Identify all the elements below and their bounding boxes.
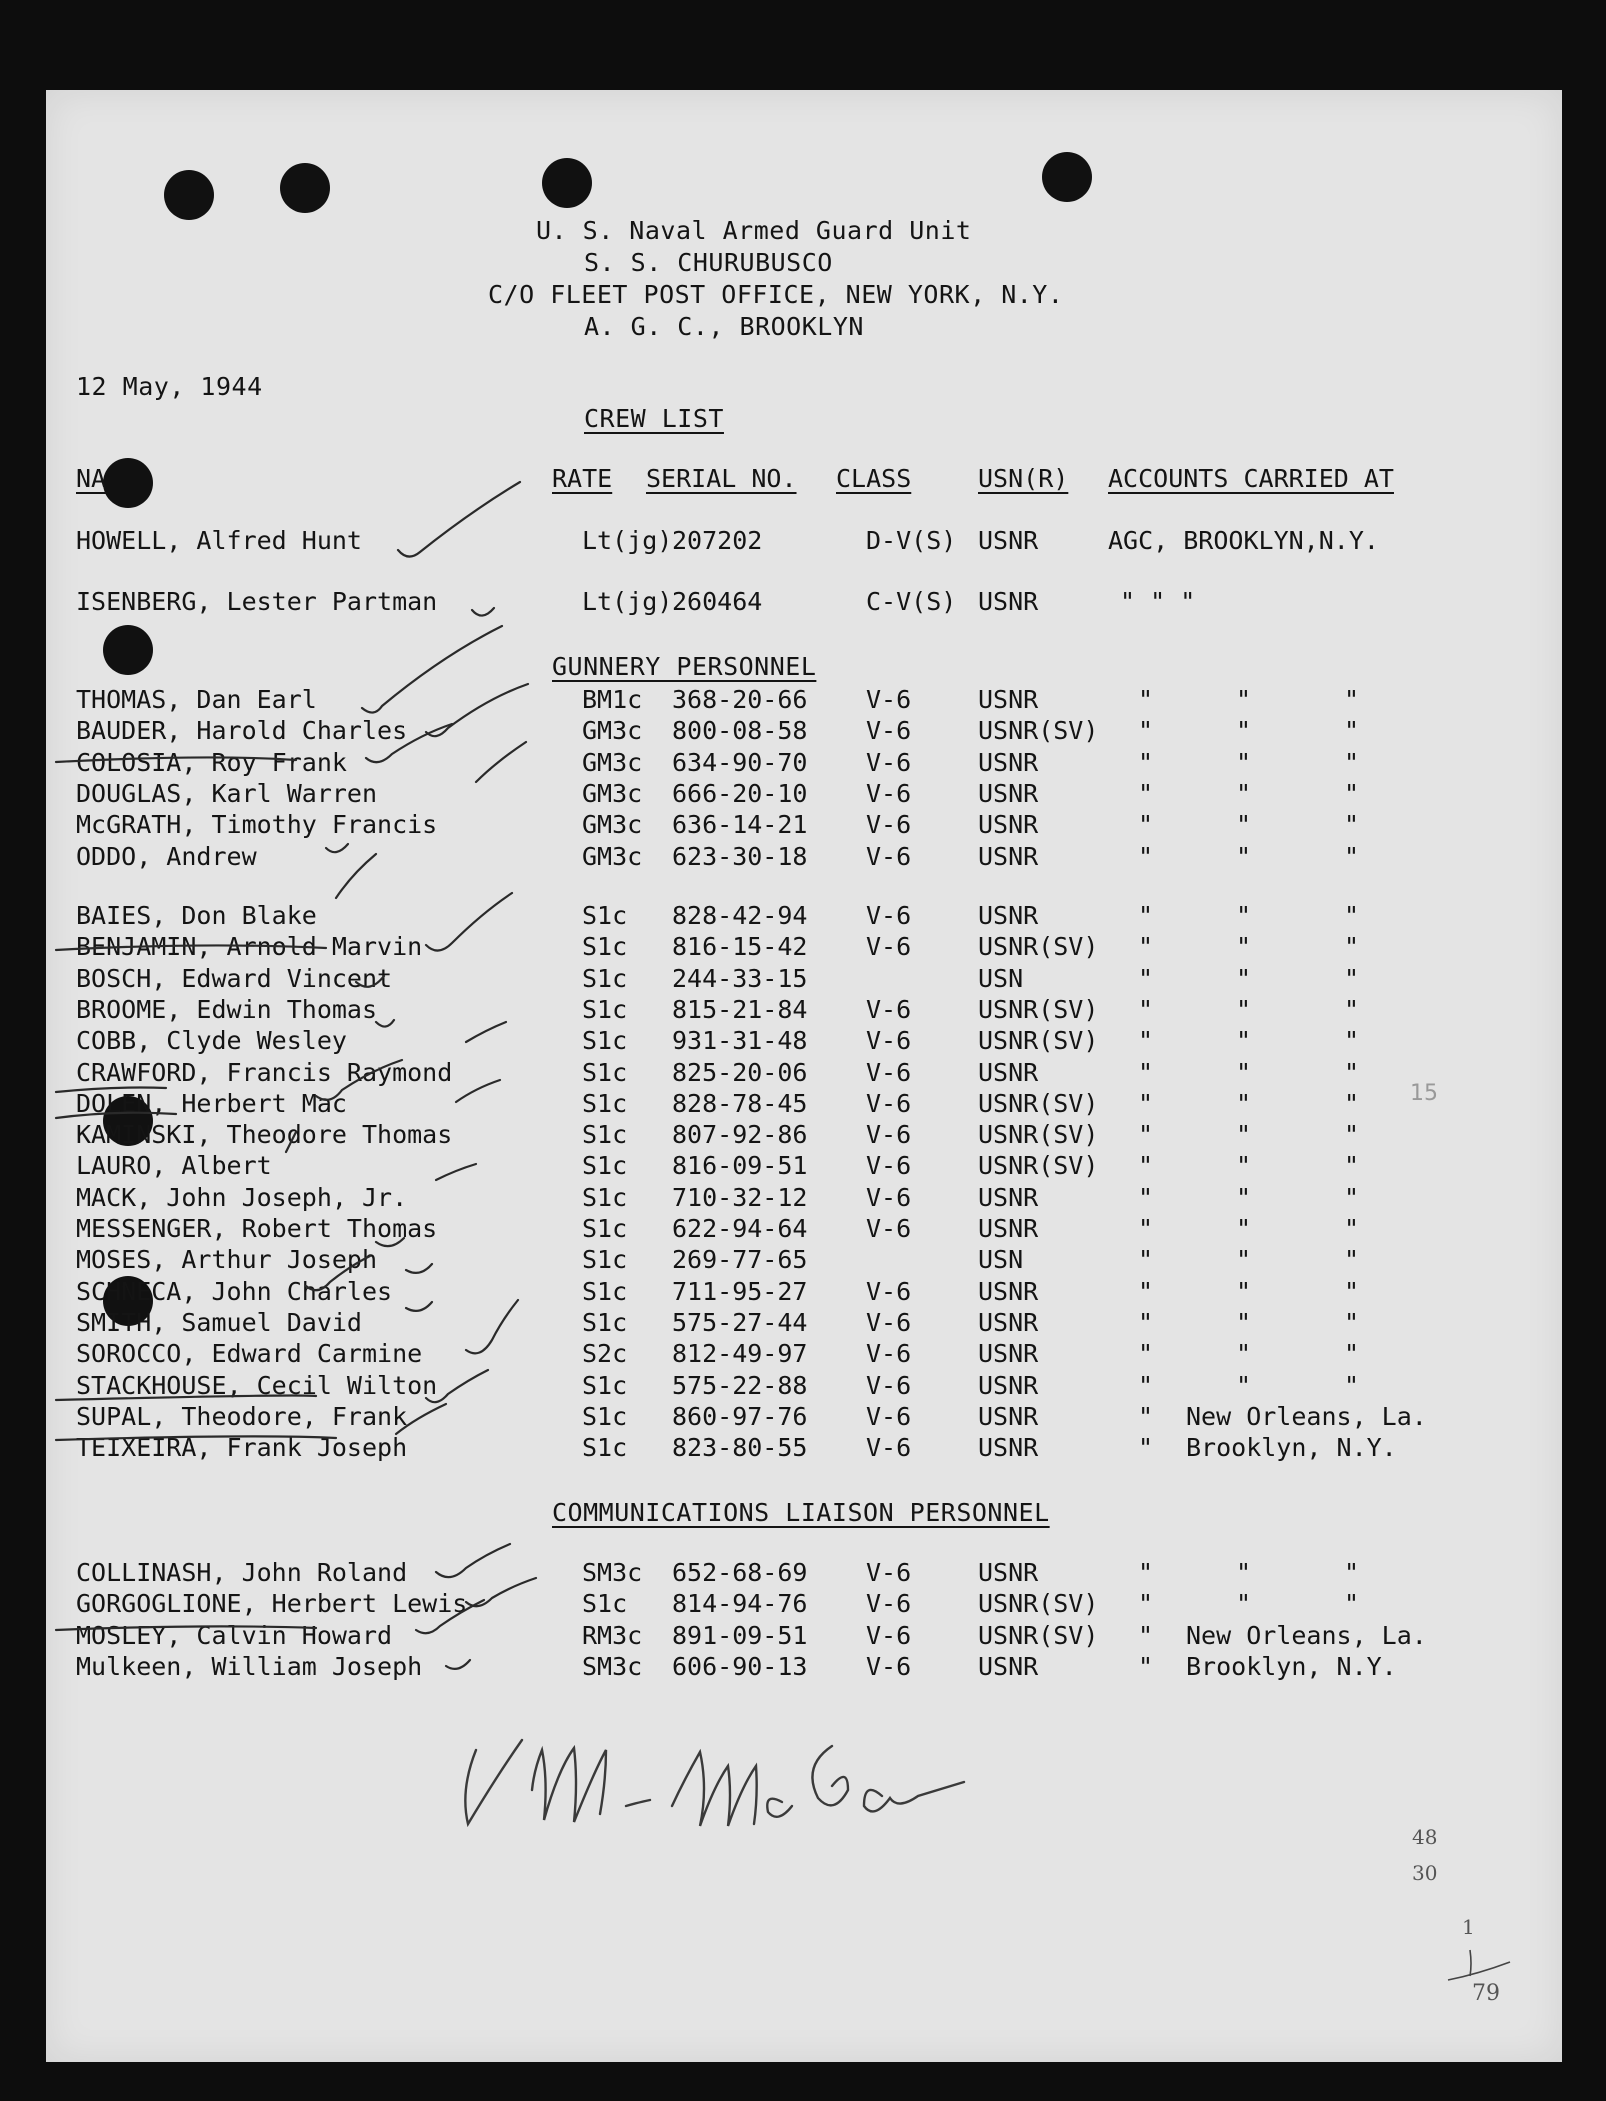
crew-serial: 814-94-76 [672,1589,808,1619]
crew-name: BAUDER, Harold Charles [76,716,408,746]
signature [465,1740,964,1826]
crew-account-location: New Orleans, La. [1186,1401,1427,1431]
crew-serial: 800-08-58 [672,716,808,746]
crew-usn: USNR [978,526,1039,555]
document-date: 12 May, 1944 [76,372,263,401]
crew-rate: GM3c [582,810,643,840]
ditto-mark: " [1236,1307,1252,1337]
ditto-mark: " [1344,747,1360,777]
ditto-mark: " [1236,963,1252,993]
ditto-mark: " [1344,1245,1360,1275]
crew-serial: 634-90-70 [672,747,808,777]
crew-serial: 860-97-76 [672,1401,808,1431]
ditto-mark: " [1236,1370,1252,1400]
header-unit: U. S. Naval Armed Guard Unit [536,216,972,245]
ditto-mark: " [1344,778,1360,808]
crew-serial: 575-22-88 [672,1370,808,1400]
crew-serial: 368-20-66 [672,685,808,714]
crew-name: KAMINSKI, Theodore Thomas [76,1120,453,1150]
crew-class: V-6 [866,1182,912,1212]
section-communications: COMMUNICATIONS LIAISON PERSONNEL [552,1498,1050,1527]
ditto-mark: " [1138,994,1154,1024]
crew-class: V-6 [866,1651,912,1681]
crew-rate: S1c [582,901,628,930]
crew-usn: USNR(SV) [978,1120,1099,1150]
crew-serial: 711-95-27 [672,1276,808,1306]
check-mark [406,1264,432,1273]
crew-name: MOSLEY, Calvin Howard [76,1620,393,1650]
punch-hole-2 [280,163,330,213]
ditto-mark: " [1236,1214,1252,1243]
ditto-mark: " [1344,685,1360,714]
crew-serial: 260464 [672,587,763,616]
crew-class: V-6 [866,685,912,714]
crew-name: LAURO, Albert [76,1151,272,1181]
crew-usn: USNR(SV) [978,994,1099,1024]
crew-name: BOSCH, Edward Vincent [76,963,393,993]
tally-marks [1448,1950,1510,1980]
page-marker: 15 [1410,1081,1438,1106]
crew-usn: USN [978,1245,1024,1275]
ditto-mark: " [1344,1151,1360,1181]
crew-class: V-6 [866,1339,912,1369]
ditto-mark: " [1138,1589,1154,1619]
crew-serial: 828-42-94 [672,901,808,930]
ditto-mark: " [1344,1088,1360,1118]
crew-accounts: " " " [1120,587,1196,616]
ditto-mark: " [1236,1339,1252,1369]
crew-class: V-6 [866,1276,912,1306]
crew-usn: USNR(SV) [978,1589,1099,1619]
ditto-mark: " [1236,1151,1252,1181]
check-mark [398,482,520,557]
crew-serial: 815-21-84 [672,994,808,1024]
crew-class: V-6 [866,778,912,808]
crew-rate: SM3c [582,1558,643,1587]
ditto-mark: " [1344,841,1360,871]
crew-name: GORGOGLIONE, Herbert Lewis [76,1589,468,1619]
ditto-mark: " [1236,685,1252,714]
crew-usn: USNR [978,747,1039,777]
crew-name: BENJAMIN, Arnold Marvin [76,932,423,962]
crew-name: HOWELL, Alfred Hunt [76,526,362,555]
crew-usn: USNR [978,1276,1039,1306]
crew-name: SCHNECA, John Charles [76,1276,393,1306]
ditto-mark: " [1236,747,1252,777]
crew-class: V-6 [866,1120,912,1150]
ditto-mark: " [1236,1057,1252,1087]
ditto-mark: " [1138,1276,1154,1306]
crew-usn: USNR [978,1433,1039,1463]
ditto-mark: " [1138,1620,1154,1650]
ditto-mark: " [1138,1245,1154,1275]
col-header-usn: USN(R) [978,464,1069,493]
crew-rate: S1c [582,1245,628,1275]
ditto-mark: " [1138,901,1154,930]
crew-usn: USNR [978,1651,1039,1681]
crew-usn: USNR(SV) [978,1026,1099,1056]
crew-serial: 244-33-15 [672,963,808,993]
crew-class: V-6 [866,716,912,746]
ditto-mark: " [1236,1026,1252,1056]
crew-rate: S1c [582,1401,628,1431]
crew-class: V-6 [866,1026,912,1056]
header-agc: A. G. C., BROOKLYN [584,312,864,341]
crew-name: SUPAL, Theodore, Frank [76,1401,408,1431]
crew-name: COBB, Clyde Wesley [76,1026,347,1056]
crew-class: V-6 [866,1401,912,1431]
crew-class: V-6 [866,1151,912,1181]
crew-usn: USNR [978,778,1039,808]
crew-class: D-V(S) [866,526,957,555]
crew-rate: S1c [582,1182,628,1212]
crew-accounts: AGC, BROOKLYN,N.Y. [1108,526,1379,555]
ditto-mark: " [1236,901,1252,930]
crew-name: THOMAS, Dan Earl [76,685,317,714]
crew-name: BAIES, Don Blake [76,901,317,930]
crew-usn: USNR [978,587,1039,616]
crew-serial: 652-68-69 [672,1558,808,1587]
crew-usn: USNR(SV) [978,932,1099,962]
crew-usn: USNR [978,685,1039,714]
crew-rate: S1c [582,1026,628,1056]
crew-usn: USNR(SV) [978,1620,1099,1650]
crew-class: V-6 [866,1589,912,1619]
crew-rate: BM1c [582,685,643,714]
crew-rate: S1c [582,1214,628,1243]
crew-rate: GM3c [582,747,643,777]
crew-name: DOLEN, Herbert Mac [76,1088,347,1118]
ditto-mark: " [1236,841,1252,871]
ditto-mark: " [1344,1370,1360,1400]
crew-name: SMITH, Samuel David [76,1307,362,1337]
punch-hole-5 [103,458,153,508]
ditto-mark: " [1236,994,1252,1024]
crew-class: V-6 [866,1558,912,1587]
crew-name: ODDO, Andrew [76,841,257,871]
ditto-mark: " [1138,1026,1154,1056]
crew-rate: S1c [582,994,628,1024]
col-header-rate: RATE [552,464,613,493]
crew-usn: USNR(SV) [978,1088,1099,1118]
ditto-mark: " [1344,994,1360,1024]
col-header-name: NA [76,464,107,493]
header-address: C/O FLEET POST OFFICE, NEW YORK, N.Y. [488,280,1064,309]
ditto-mark: " [1344,1558,1360,1587]
crew-serial: 710-32-12 [672,1182,808,1212]
ditto-mark: " [1138,1370,1154,1400]
crew-rate: RM3c [582,1620,643,1650]
crew-name: DOUGLAS, Karl Warren [76,778,378,808]
crew-name: BROOME, Edwin Thomas [76,994,378,1024]
crew-usn: USNR [978,1307,1039,1337]
crew-serial: 931-31-48 [672,1026,808,1056]
crew-rate: S1c [582,1276,628,1306]
ditto-mark: " [1236,778,1252,808]
crew-name: TEIXEIRA, Frank Joseph [76,1433,408,1463]
ditto-mark: " [1138,841,1154,871]
ditto-mark: " [1138,1151,1154,1181]
crew-class: V-6 [866,901,912,930]
crew-class: V-6 [866,1307,912,1337]
ditto-mark: " [1344,1057,1360,1087]
section-gunnery: GUNNERY PERSONNEL [552,652,817,681]
crew-serial: 807-92-86 [672,1120,808,1150]
crew-usn: USNR [978,1558,1039,1587]
crew-rate: S1c [582,1589,628,1619]
punch-hole-1 [164,170,214,220]
header-ship: S. S. CHURUBUSCO [584,248,833,277]
ditto-mark: " [1236,810,1252,840]
crew-usn: USNR [978,1057,1039,1087]
ditto-mark: " [1344,963,1360,993]
crew-name: COLLINASH, John Roland [76,1558,408,1587]
col-header-class: CLASS [836,464,912,493]
crew-usn: USN [978,963,1024,993]
crew-class: V-6 [866,1057,912,1087]
crew-name: SOROCCO, Edward Carmine [76,1339,423,1369]
ditto-mark: " [1138,1214,1154,1243]
crew-serial: 622-94-64 [672,1214,808,1243]
crew-rate: S1c [582,1370,628,1400]
ditto-mark: " [1138,747,1154,777]
crew-class: V-6 [866,1433,912,1463]
crew-serial: 812-49-97 [672,1339,808,1369]
crew-class: C-V(S) [866,587,957,616]
ditto-mark: " [1138,963,1154,993]
ditto-mark: " [1236,932,1252,962]
crew-name: CRAWFORD, Francis Raymond [76,1057,453,1087]
ditto-mark: " [1344,1589,1360,1619]
ditto-mark: " [1344,1026,1360,1056]
crew-rate: S1c [582,1088,628,1118]
tally-note-4: 79 [1472,1981,1500,2006]
crew-usn: USNR [978,1214,1039,1243]
ditto-mark: " [1138,1307,1154,1337]
tally-note-3: 1 [1462,1915,1475,1939]
check-mark [336,854,376,898]
ditto-mark: " [1236,1088,1252,1118]
crew-rate: Lt(jg) [582,587,673,616]
crew-account-location: Brooklyn, N.Y. [1186,1433,1397,1463]
check-mark [426,684,528,736]
crew-serial: 575-27-44 [672,1307,808,1337]
ditto-mark: " [1138,1057,1154,1087]
check-mark [362,626,502,713]
crew-serial: 891-09-51 [672,1620,808,1650]
crew-usn: USNR [978,1370,1039,1400]
ditto-mark: " [1344,716,1360,746]
col-header-serial: SERIAL NO. [646,464,797,493]
crew-rate: S1c [582,1057,628,1087]
crew-usn: USNR [978,1401,1039,1431]
crew-name: MOSES, Arthur Joseph [76,1245,378,1275]
crew-usn: USNR [978,810,1039,840]
crew-rate: GM3c [582,716,643,746]
crew-usn: USNR [978,1339,1039,1369]
crew-serial: 816-09-51 [672,1151,808,1181]
ditto-mark: " [1236,716,1252,746]
check-mark [326,844,348,852]
crew-serial: 269-77-65 [672,1245,808,1275]
check-mark [446,1660,470,1669]
ditto-mark: " [1138,778,1154,808]
ditto-mark: " [1138,1088,1154,1118]
ditto-mark: " [1344,1339,1360,1369]
check-mark [406,1302,432,1311]
tally-note-1: 48 [1412,1825,1438,1849]
check-mark [466,1022,506,1042]
crew-class: V-6 [866,841,912,871]
crew-class: V-6 [866,932,912,962]
ditto-mark: " [1344,932,1360,962]
crew-class: V-6 [866,994,912,1024]
ditto-mark: " [1138,932,1154,962]
ditto-mark: " [1236,1245,1252,1275]
crew-rate: S1c [582,1151,628,1181]
ditto-mark: " [1236,1120,1252,1150]
crew-rate: Lt(jg) [582,526,673,555]
ditto-mark: " [1138,1401,1154,1431]
crew-usn: USNR [978,1182,1039,1212]
crew-name: STACKHOUSE, Cecil Wilton [76,1370,438,1400]
ditto-mark: " [1236,1276,1252,1306]
ditto-mark: " [1344,1120,1360,1150]
punch-hole-6 [103,625,153,675]
ditto-mark: " [1138,1120,1154,1150]
check-mark [466,1300,518,1353]
crew-rate: S1c [582,1307,628,1337]
crew-class: V-6 [866,747,912,777]
ditto-mark: " [1344,901,1360,930]
crew-class: V-6 [866,1088,912,1118]
crew-class: V-6 [866,1370,912,1400]
crew-serial: 825-20-06 [672,1057,808,1087]
ditto-mark: " [1138,1182,1154,1212]
tally-note-2: 30 [1412,1861,1438,1885]
crew-serial: 828-78-45 [672,1088,808,1118]
crew-name: Mulkeen, William Joseph [76,1651,423,1681]
check-mark [376,1020,394,1027]
crew-rate: GM3c [582,841,643,871]
crew-serial: 816-15-42 [672,932,808,962]
col-header-accounts: ACCOUNTS CARRIED AT [1108,464,1394,493]
check-mark [466,1578,536,1606]
crew-class: V-6 [866,810,912,840]
ditto-mark: " [1138,1651,1154,1681]
check-mark [472,608,494,616]
ditto-mark: " [1138,810,1154,840]
ditto-mark: " [1236,1182,1252,1212]
punch-hole-3 [542,158,592,208]
ditto-mark: " [1344,1182,1360,1212]
ditto-mark: " [1138,1433,1154,1463]
crew-name: COLOSIA, Roy Frank [76,747,347,777]
crew-rate: GM3c [582,778,643,808]
punch-hole-4 [1042,152,1092,202]
crew-rate: S1c [582,963,628,993]
check-mark [456,1080,500,1102]
crew-class: V-6 [866,1620,912,1650]
crew-account-location: Brooklyn, N.Y. [1186,1651,1397,1681]
ditto-mark: " [1138,716,1154,746]
ditto-mark: " [1138,685,1154,714]
crew-serial: 606-90-13 [672,1651,808,1681]
crew-serial: 636-14-21 [672,810,808,840]
crew-usn: USNR [978,841,1039,871]
ditto-mark: " [1344,1214,1360,1243]
crew-name: McGRATH, Timothy Francis [76,810,438,840]
crew-rate: S1c [582,932,628,962]
check-mark [476,742,526,782]
crew-usn: USNR(SV) [978,716,1099,746]
crew-serial: 207202 [672,526,763,555]
ditto-mark: " [1344,810,1360,840]
crew-rate: SM3c [582,1651,643,1681]
crew-serial: 823-80-55 [672,1433,808,1463]
crew-usn: USNR [978,901,1039,930]
ditto-mark: " [1344,1307,1360,1337]
crew-serial: 623-30-18 [672,841,808,871]
crew-rate: S1c [582,1433,628,1463]
crew-name: MESSENGER, Robert Thomas [76,1214,438,1243]
crew-account-location: New Orleans, La. [1186,1620,1427,1650]
crew-rate: S2c [582,1339,628,1369]
crew-usn: USNR(SV) [978,1151,1099,1181]
crew-name: ISENBERG, Lester Partman [76,587,438,616]
crew-class: V-6 [866,1214,912,1243]
check-mark [436,1164,476,1180]
document-page [46,90,1562,2062]
document-title: CREW LIST [584,404,724,433]
ditto-mark: " [1138,1339,1154,1369]
ditto-mark: " [1236,1589,1252,1619]
ditto-mark: " [1236,1558,1252,1587]
crew-name: MACK, John Joseph, Jr. [76,1182,408,1212]
check-mark [426,893,512,951]
ditto-mark: " [1344,1276,1360,1306]
check-mark [436,1544,510,1577]
crew-rate: S1c [582,1120,628,1150]
crew-serial: 666-20-10 [672,778,808,808]
ditto-mark: " [1138,1558,1154,1587]
